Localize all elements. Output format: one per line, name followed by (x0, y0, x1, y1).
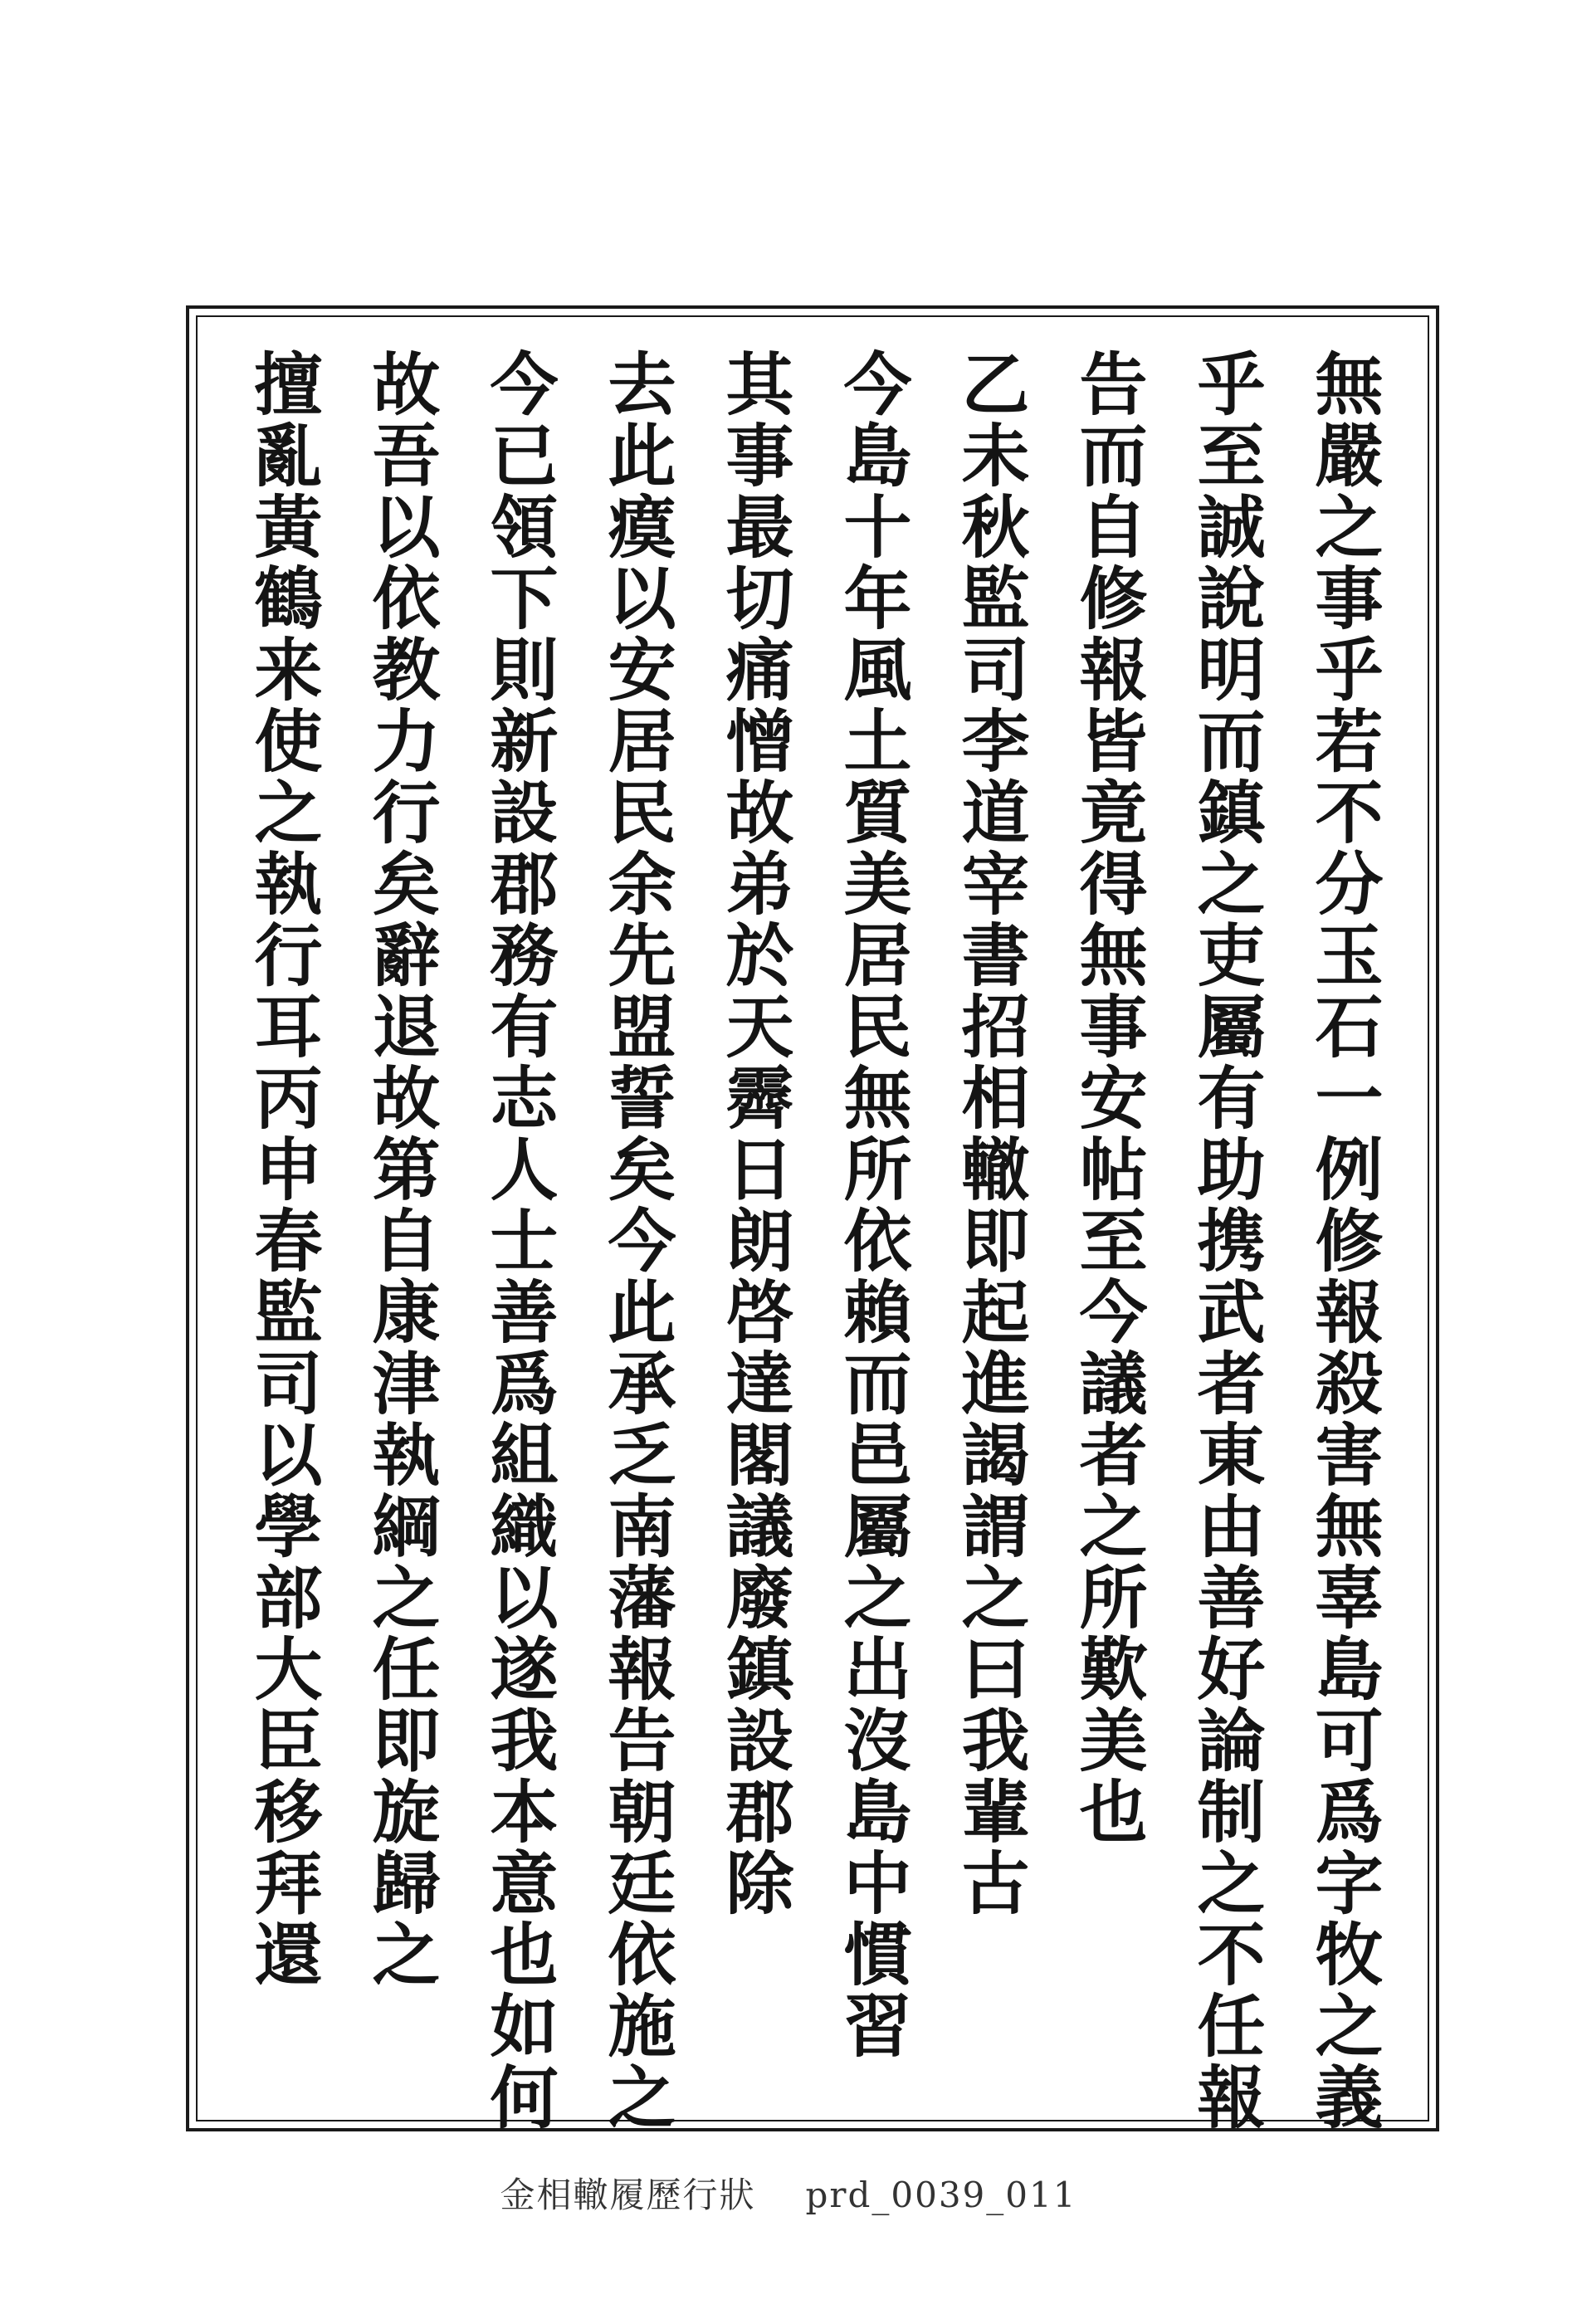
document-id: prd_0039_011 (805, 2175, 1077, 2215)
text-column-8: 今已領下則新設郡務有志人士善爲組織以遂我本意也如何 (479, 349, 559, 2133)
document-title: 金相轍履歷行狀 (500, 2175, 756, 2215)
text-column-9: 故吾以依教力行矣辭退故第自康津執綱之任即旋歸之 (361, 349, 441, 1990)
text-column-7: 去此瘼以安居民余先盟誓矣今此承乏南藩報告朝廷依施之 (597, 349, 676, 2133)
text-column-2: 乎至誠說明而鎮之吏屬有助携武者東由善好論制之不任報 (1186, 349, 1266, 2133)
manuscript-text (243, 349, 1384, 2133)
text-column-6: 其事最切痛憎故弟於天霽日朗啓達閣議廢鎮設郡除 (715, 349, 794, 1919)
text-column-5: 今島十年風土質美居民無所依賴而邑屬之出沒島中慣習 (832, 349, 912, 2062)
page-footer (0, 2168, 1577, 2218)
text-column-4: 乙未秋監司李道宰書招相轍即起進謁謂之曰我輩古 (950, 349, 1030, 1919)
text-column-1: 無嚴之事乎若不分玉石一例修報殺害無辜島可爲字牧之義 (1304, 349, 1384, 2133)
text-column-3: 告而自修報皆竟得無事安帖至今議者之所歎美也 (1068, 349, 1148, 1848)
text-column-10: 擅亂黃鶴来使之執行耳丙申春監司以學部大臣移拜還 (243, 349, 323, 1990)
